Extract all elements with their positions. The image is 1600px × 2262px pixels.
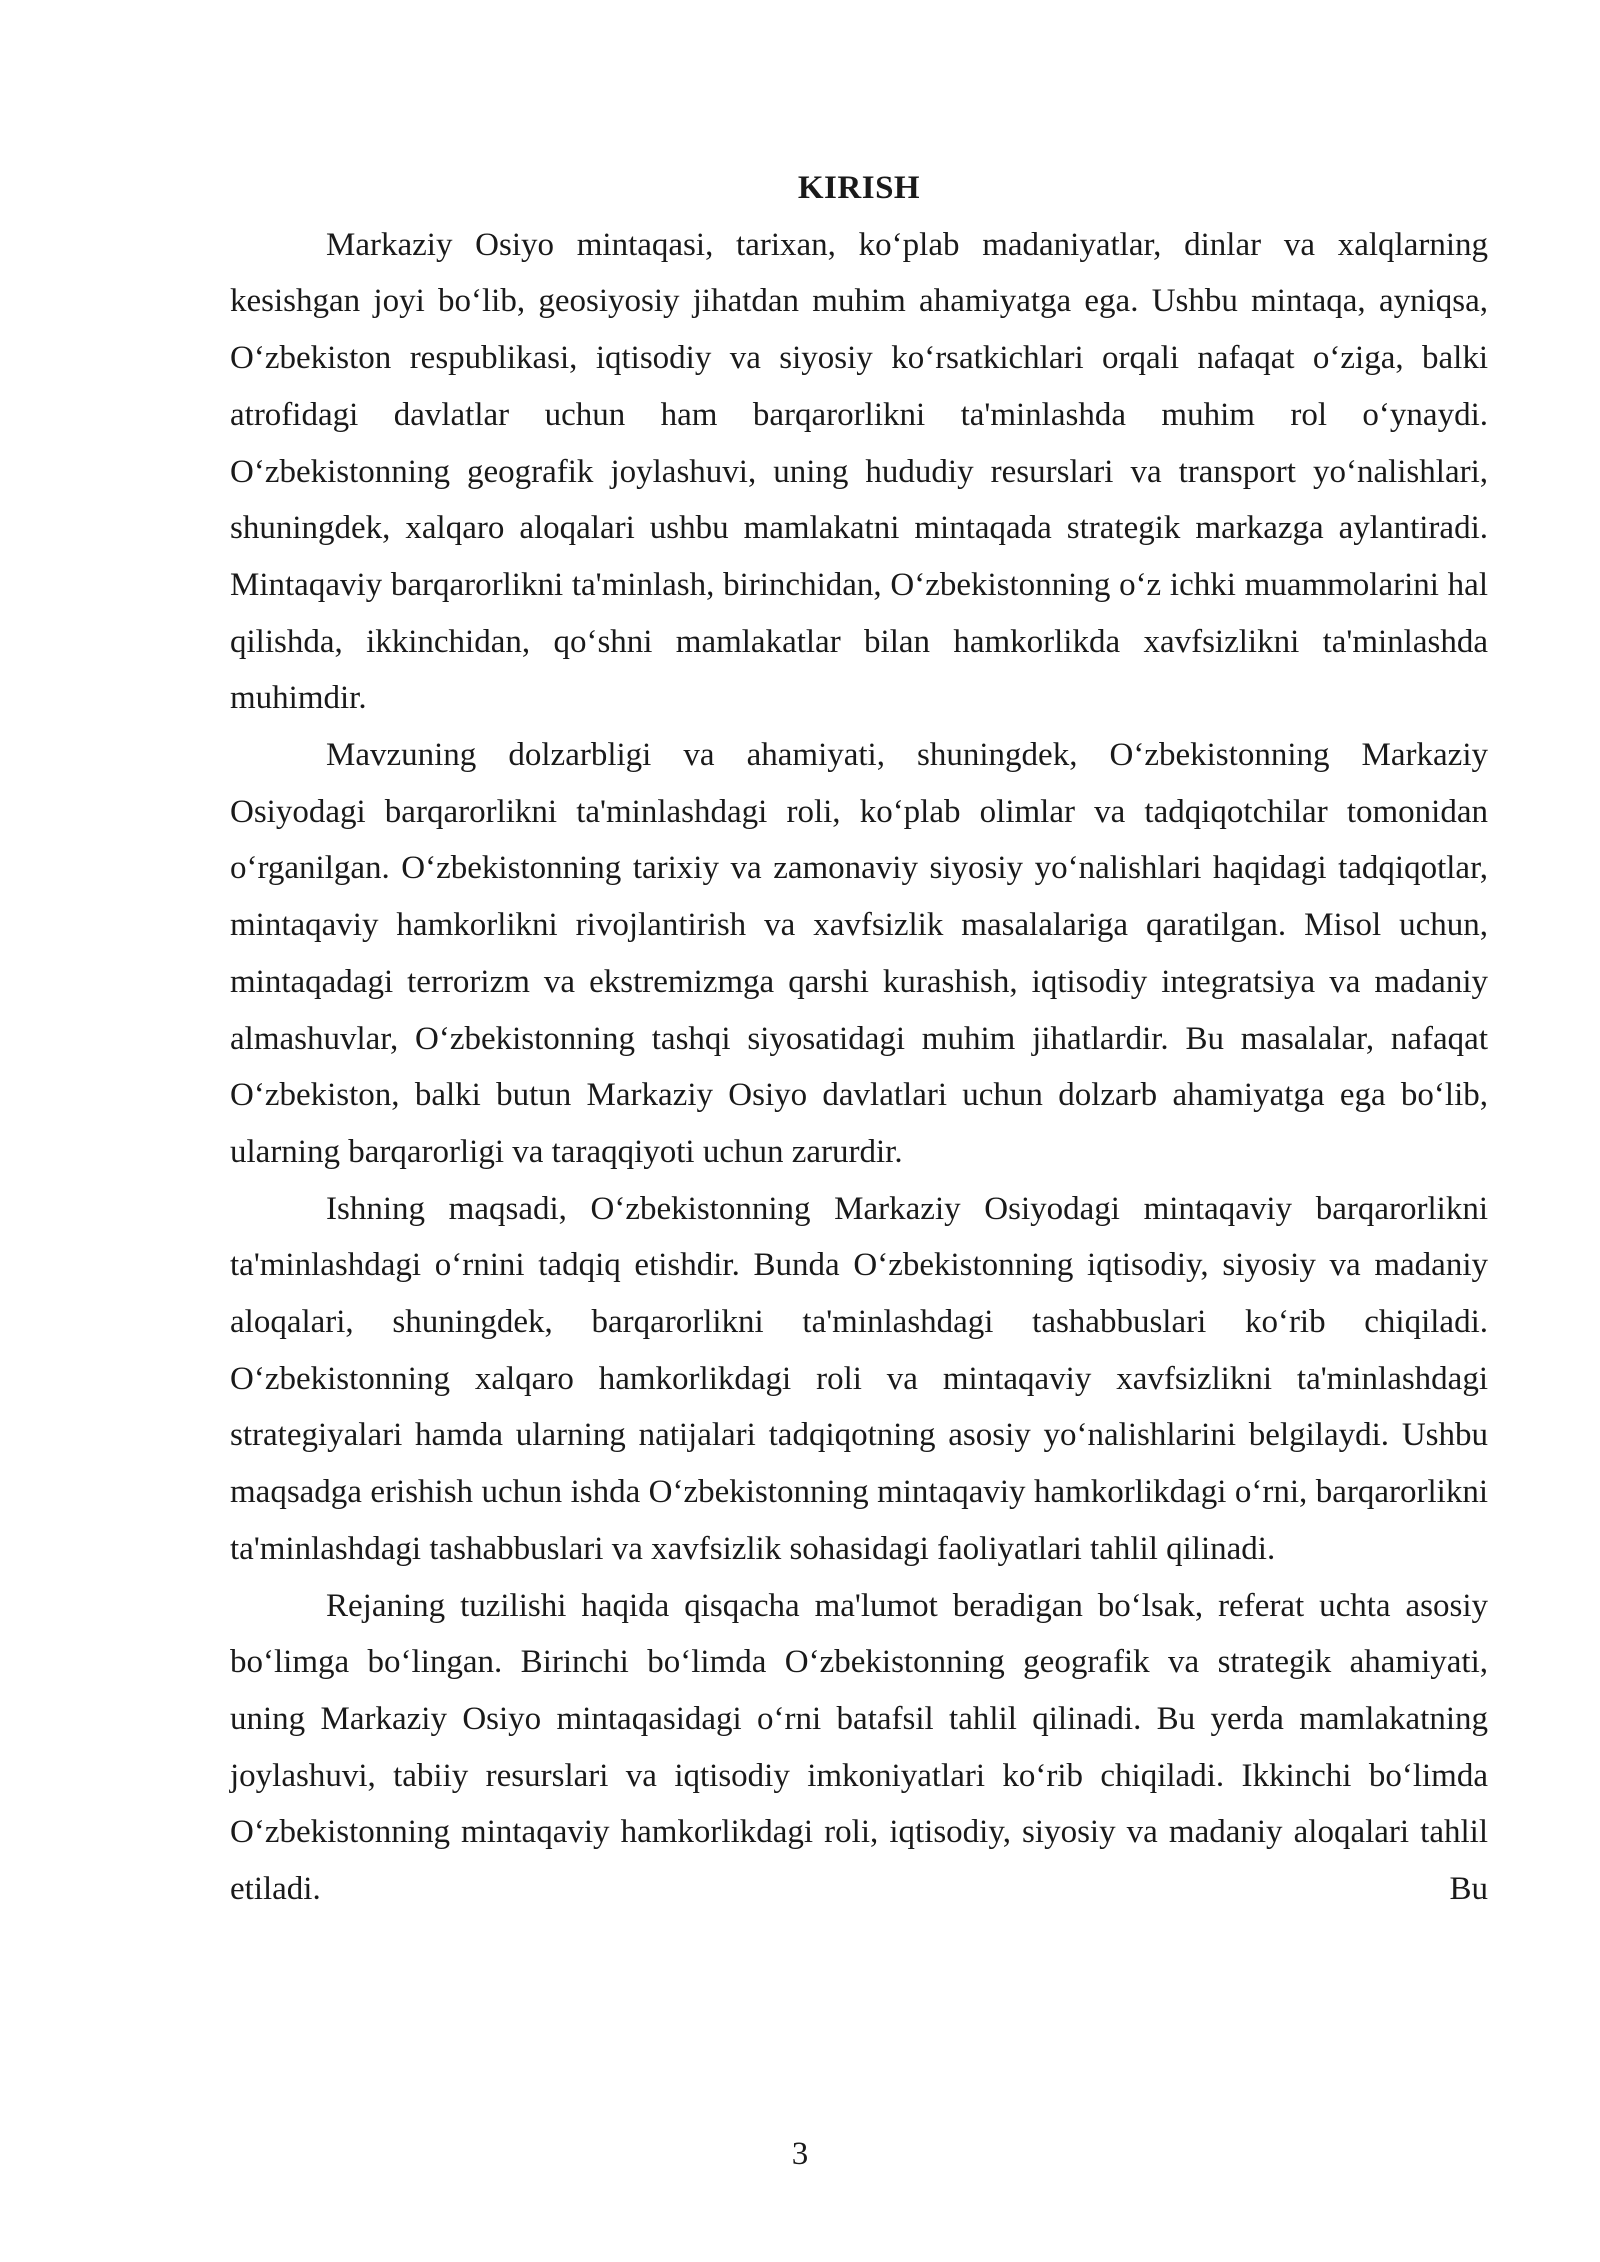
- paragraph-aim: Ishning maqsadi, O‘zbekistonning Markaziy Osiyodagi mintaqaviy barqarorlikni ta'minlashdagi o‘rnini tadqiq etishdir. Bunda O‘zbekistonning iqtisodiy, siyosiy va madaniy aloqalari, shuningdek, barqarorlikni ta'minlashdagi tashabbuslari ko‘rib chiqiladi. O‘zbekistonning xalqaro hamkorlikdagi roli va mintaqaviy xavfsizlikni ta'minlashdagi strategiyalari hamda ularning natijalari tadqiqotning asosiy yo‘nalishlarini belgilaydi. Ushbu maqsadga erishish uchun ishda O‘zbekistonning mintaqaviy hamkorlikdagi o‘rni, barqarorlikni ta'minlashdagi tashabbuslari va xavfsizlik sohasidagi faoliyatlari tahlil qilinadi.: [230, 1190, 1488, 1567]
- section-title: KIRISH: [797, 170, 921, 206]
- paragraph-structure: Rejaning tuzilishi haqida qisqacha ma'lumot beradigan bo‘lsak, referat uchta asosiy bo‘limga bo‘lingan. Birinchi bo‘limda O‘zbekistonning geografik va strategik ahamiyati, uning Markaziy Osiyo mintaqasidagi o‘rni batafsil tahlil qilinadi. Bu yerda mamlakatning joylashuvi, tabiiy resurslari va iqtisodiy imkoniyatlari ko‘rib chiqiladi. Ikkinchi bo‘limda O‘zbekistonning mintaqaviy hamkorlikdagi roli, iqtisodiy, siyosiy va madaniy aloqalari tahlil etiladi. Bu: [230, 1587, 1488, 1908]
- page-number: 3: [791, 2136, 809, 2172]
- paragraph-relevance: Mavzuning dolzarbligi va ahamiyati, shuningdek, O‘zbekistonning Markaziy Osiyodagi barqarorlikni ta'minlashdagi roli, ko‘plab olimlar va tadqiqotchilar tomonidan o‘rganilgan. O‘zbekistonning tarixiy va zamonaviy siyosiy yo‘nalishlari haqidagi tadqiqotlar, mintaqaviy hamkorlikni rivojlantirish va xavfsizlik masalalariga qaratilgan. Misol uchun, mintaqadagi terrorizm va ekstremizmga qarshi kurashish, iqtisodiy integratsiya va madaniy almashuvlar, O‘zbekistonning tashqi siyosatidagi muhim jihatlardir. Bu masalalar, nafaqat O‘zbekiston, balki butun Markaziy Osiyo davlatlari uchun dolzarb ahamiyatga ega bo‘lib, ularning barqarorligi va taraqqiyoti uchun zarurdir.: [230, 737, 1488, 1170]
- page-content: [230, 160, 1488, 1918]
- paragraph-intro: Markaziy Osiyo mintaqasi, tarixan, ko‘plab madaniyatlar, dinlar va xalqlarning kesishgan joyi bo‘lib, geosiyosiy jihatdan muhim ahamiyatga ega. Ushbu mintaqa, ayniqsa, O‘zbekiston respublikasi, iqtisodiy va siyosiy ko‘rsatkichlari orqali nafaqat o‘ziga, balki atrofidagi davlatlar uchun ham barqarorlikni ta'minlashda muhim rol o‘ynaydi. O‘zbekistonning geografik joylashuvi, uning hududiy resurslari va transport yo‘nalishlari, shuningdek, xalqaro aloqalari ushbu mamlakatni mintaqada strategik markazga aylantiradi. Mintaqaviy barqarorlikni ta'minlash, birinchidan, O‘zbekistonning o‘z ichki muammolarini hal qilishda, ikkinchidan, qo‘shni mamlakatlar bilan hamkorlikda xavfsizlikni ta'minlashda muhimdir.: [230, 226, 1488, 717]
